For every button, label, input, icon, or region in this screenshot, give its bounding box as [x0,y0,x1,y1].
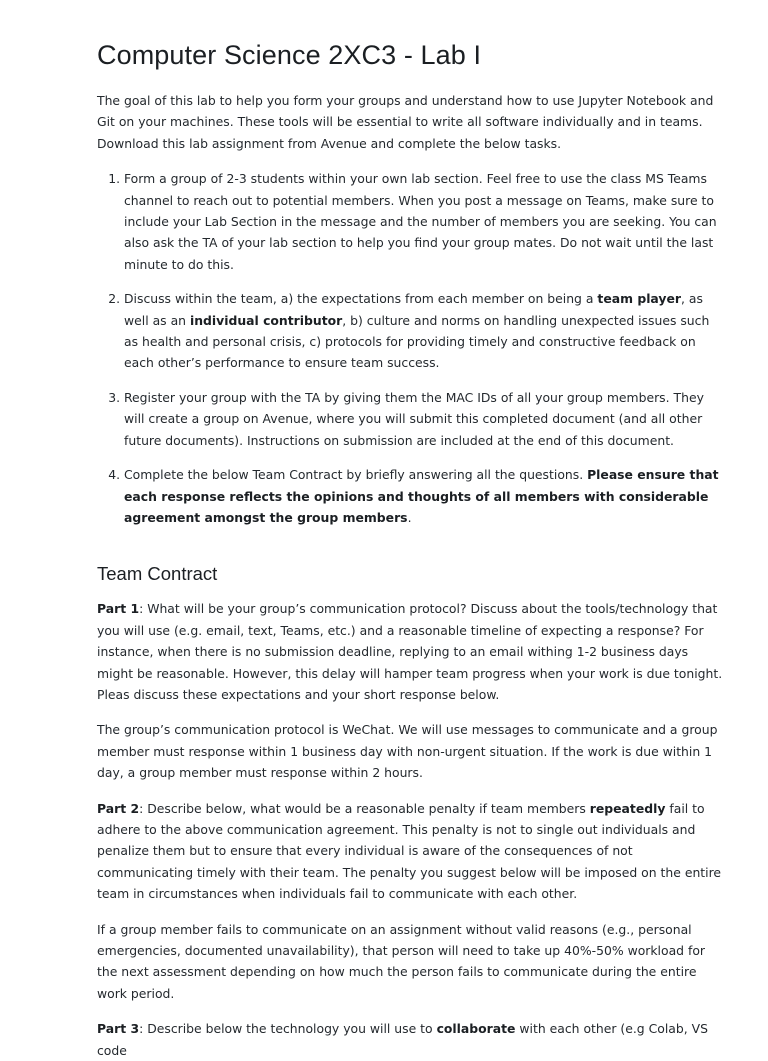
task-item-3 [124,387,727,451]
section-heading-team-contract: Team Contract [97,563,218,585]
part-1-text: : What will be your group’s communication protocol? Discuss about the tools/technology that you will use (e.g. email, text, Teams, etc.) and a reasonable timeline of expecting a response? For instance, when there is no submission deadline, replying to an email withing 1-2 business days might be reasonable. However, this delay will hamper team progress when your work is due tonight. Pleas discuss these expectations and your short response below. [97,601,723,702]
part-1-label: Part 1 [97,601,140,617]
task-item-1 [124,168,727,275]
task-3-text: Register your group with the TA by giving them the MAC IDs of all your group members. They will create a group on Avenue, where you will submit this completed document (and all other future documents). Instructions on submission are included at the end of this document. [124,389,704,448]
part-2-text-b: fail to adhere to the above communication agreement. This penalty is not to single out individuals and penalize them but to ensure that every individual is aware of the consequences of not communicating timely with their team. The penalty you suggest below will be imposed on the entire team in circumstances when individuals fail to communicate with each other. [97,800,722,902]
task-2-text-a: Discuss within the team, a) the expectations from each member on being a [124,291,598,307]
part-3-label: Part 3 [97,1021,140,1037]
part-3-text-b: with each other (e.g Colab, VS code [97,1021,708,1058]
part-3-bold-collaborate: collaborate [436,1021,516,1037]
task-4-bold-instruction: Please ensure that each response reflects the opinions and thoughts of all members with considerable agreement amongst the group members [124,467,719,525]
part-2-response: If a group member fails to communicate on an assignment without valid reasons (e.g., personal emergencies, documented unavailability), that person will need to take up 40%-50% workload for the next assessment depending on how much the person fails to communicate during the entire work period. [97,921,706,1001]
task-list [97,168,727,528]
part-2-text-a: : Describe below, what would be a reasonable penalty if team members [139,800,590,816]
intro-paragraph: The goal of this lab to help you form your groups and understand how to use Jupyter Notebook and Git on your machines. These tools will be essential to write all software individually and in teams. Download this lab assignment from Avenue and complete the below tasks. [97,93,714,151]
task-2-bold-team-player: team player [597,291,682,307]
task-4-text-b: . [407,509,412,525]
part-2-question [97,798,727,905]
part-1-response: The group’s communication protocol is WeChat. We will use messages to communicate and a group member must response within 1 business day with non-urgent situation. If the work is due within 1 day, a group member must response within 2 hours. [97,722,718,781]
task-item-4 [124,464,727,528]
part-3-question [97,1018,727,1061]
task-2-text-c: , b) culture and norms on handling unexpected issues such as health and personal crisis, c) protocols for providing timely and constructive feedback on each other’s performance to ensure team success. [124,312,710,371]
task-4-text-a: Complete the below Team Contract by briefly answering all the questions. [124,467,588,483]
task-2-bold-individual-contributor: individual contributor [189,312,343,328]
task-item-2 [124,288,727,374]
part-1-question [97,598,727,705]
part-3-text-a: : Describe below the technology you will use to [139,1021,437,1037]
task-1-text: Form a group of 2-3 students within your own lab section. Feel free to use the class MS Teams channel to reach out to potential members. When you post a message on Teams, make sure to include your Lab Section in the message and the number of members you are seeking. You can also ask the TA of your lab section to help you find your group mates. Do not wait until the last minute to do this. [124,171,717,272]
document-title: Computer Science 2XC3 - Lab I [97,40,482,70]
part-2-bold-repeatedly: repeatedly [589,800,666,816]
part-2-label: Part 2 [97,800,140,816]
task-2-text-b: , as well as an [124,291,703,328]
